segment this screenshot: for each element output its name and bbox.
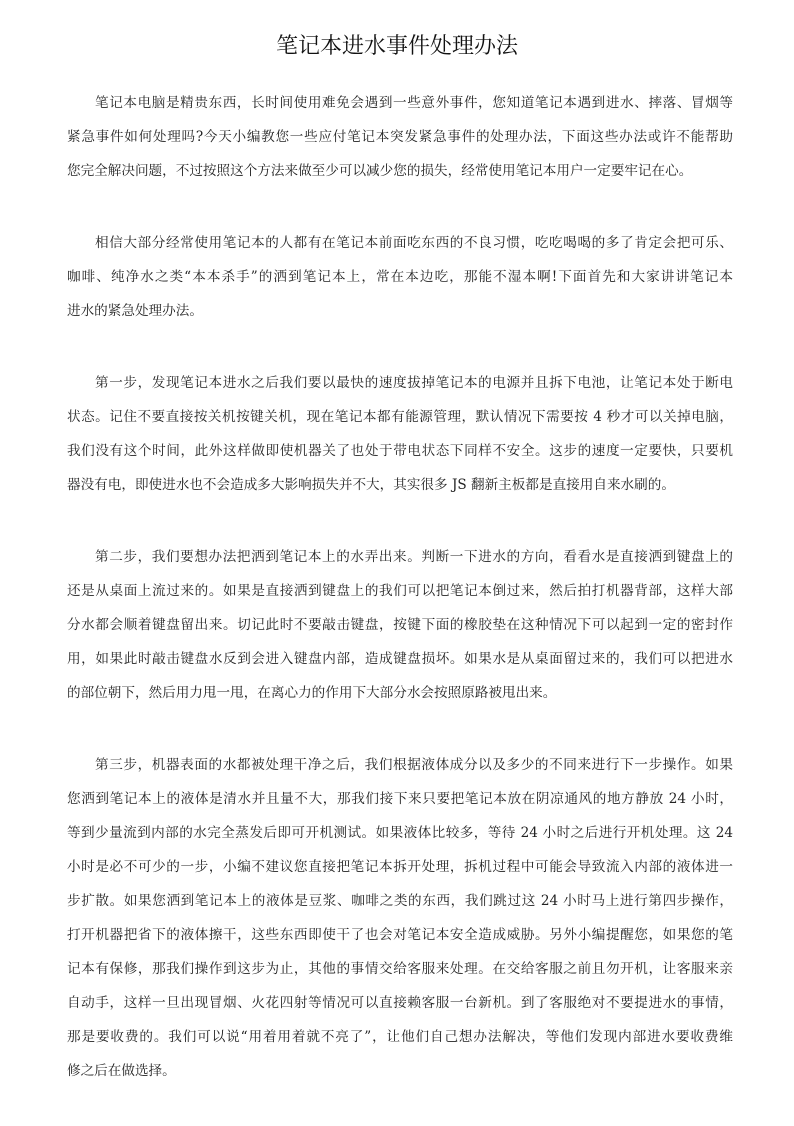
paragraph-line: 用，如果此时敲击键盘水反到会进入键盘内部，造成键盘损坏。如果水是从桌面留过来的，我们可以把进水 (67, 651, 733, 667)
paragraph-line: 第二步，我们要想办法把洒到笔记本上的水弄出来。判断一下进水的方向，看看水是直接洒到键盘上的 (95, 549, 733, 565)
paragraph-line: 修之后在做选择。 (67, 1063, 176, 1079)
paragraph-line: 您完全解决问题，不过按照这个方法来做至少可以减少您的损失，经常使用笔记本用户一定要牢记在心。 (67, 163, 693, 179)
paragraph (67, 86, 733, 188)
paragraph-line: 自动手，这样一旦出现冒烟、火花四射等情况可以直接赖客服一台新机。到了客服绝对不要提进水的事情， (67, 995, 733, 1011)
paragraph-line: 还是从桌面上流过来的。如果是直接洒到键盘上的我们可以把笔记本倒过来，然后拍打机器背部，这样大部 (67, 583, 733, 599)
document-body (67, 86, 733, 1126)
paragraph-line: 相信大部分经常使用笔记本的人都有在笔记本前面吃东西的不良习惯，吃吃喝喝的多了肯定会把可乐、 (95, 235, 733, 251)
paragraph-line: 我们没有这个时间，此外这样做即使机器关了也处于带电状态下同样不安全。这步的速度一定要快，只要机 (67, 443, 733, 459)
paragraph-line: 第一步，发现笔记本进水之后我们要以最快的速度拔掉笔记本的电源并且拆下电池，让笔记本处于断电 (95, 375, 733, 391)
paragraph-line: 那是要收费的。我们可以说“用着用着就不亮了”，让他们自己想办法解决，等他们发现内部进水要收费维 (67, 1029, 733, 1045)
paragraph-line: 的部位朝下，然后用力甩一甩，在离心力的作用下大部分水会按照原路被甩出来。 (67, 685, 557, 701)
paragraph-line: 记本有保修，那我们操作到这步为止，其他的事情交给客服来处理。在交给客服之前且勿开机，让客服来亲 (67, 961, 733, 977)
paragraph-line: 进水的紧急处理办法。 (67, 303, 203, 319)
paragraph (67, 226, 733, 328)
paragraph-line: 紧急事件如何处理吗?今天小编教您一些应付笔记本突发紧急事件的处理办法，下面这些办法或许不能帮助 (67, 129, 733, 145)
paragraph (67, 540, 733, 710)
paragraph-line: 分水都会顺着键盘留出来。切记此时不要敲击键盘，按键下面的橡胶垫在这种情况下可以起到一定的密封作 (67, 617, 733, 633)
paragraph-line: 第三步，机器表面的水都被处理干净之后，我们根据液体成分以及多少的不同来进行下一步操作。如果 (95, 757, 733, 773)
paragraph-line: 咖啡、纯净水之类“本本杀手”的洒到笔记本上，常在本边吃，那能不湿本啊!下面首先和大家讲讲笔记本 (67, 269, 733, 285)
paragraph-line: 笔记本电脑是精贵东西，长时间使用难免会遇到一些意外事件，您知道笔记本遇到进水、摔落、冒烟等 (95, 95, 733, 111)
paragraph (67, 748, 733, 1088)
paragraph-line: 小时是必不可少的一步，小编不建议您直接把笔记本拆开处理，拆机过程中可能会导致流入内部的液体进一 (67, 859, 733, 875)
paragraph-line: 等到少量流到内部的水完全蒸发后即可开机测试。如果液体比较多，等待 24 小时之后进行开机处理。这 24 (67, 825, 733, 841)
paragraph (67, 366, 733, 502)
paragraph-line: 步扩散。如果您洒到笔记本上的液体是豆浆、咖啡之类的东西，我们跳过这 24 小时马上进行第四步操作， (67, 893, 733, 909)
document-title: 笔记本进水事件处理办法 (275, 34, 518, 59)
paragraph-line: 您洒到笔记本上的液体是清水并且量不大，那我们接下来只要把笔记本放在阴凉通风的地方静放 24 小时， (67, 791, 733, 807)
paragraph-line: 器没有电，即使进水也不会造成多大影响损失并不大，其实很多 JS 翻新主板都是直接用自来水刷的。 (67, 477, 675, 493)
paragraph-line: 状态。记住不要直接按关机按键关机，现在笔记本都有能源管理，默认情况下需要按 4 秒才可以关掉电脑， (67, 409, 733, 425)
paragraph-line: 打开机器把省下的液体擦干，这些东西即使干了也会对笔记本安全造成威胁。另外小编提醒您，如果您的笔 (67, 927, 733, 943)
